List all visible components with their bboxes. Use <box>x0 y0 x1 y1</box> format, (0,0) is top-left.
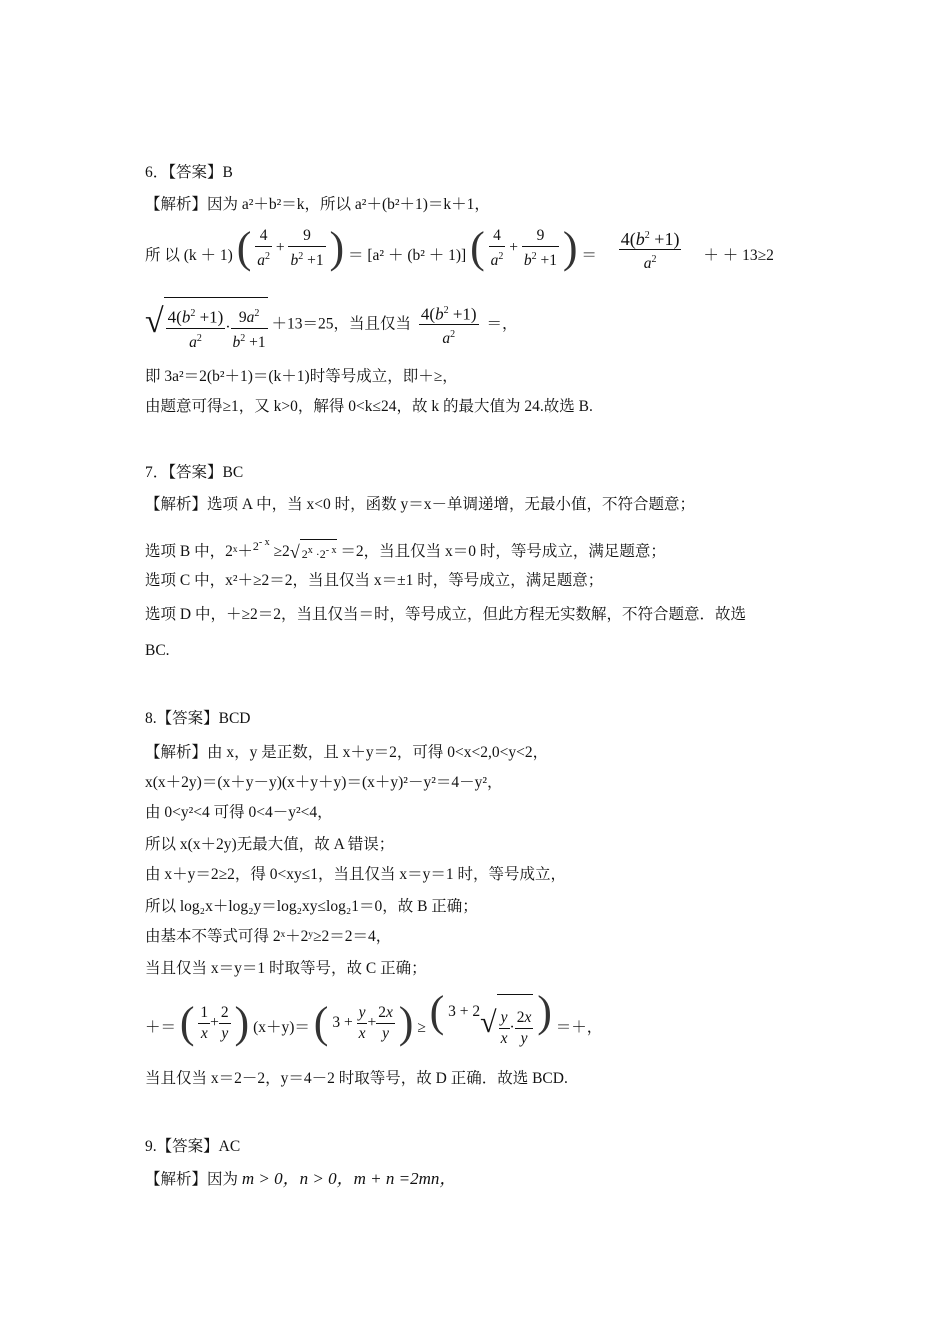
q8-line9-text-a: ＋＝ <box>145 1019 177 1036</box>
right-paren: ) <box>329 223 345 272</box>
left-paren: ( <box>179 998 195 1048</box>
q8-heading: 8.【答案】BCD <box>145 710 251 727</box>
q6-line3-text-b: ＝， <box>486 315 518 333</box>
left-paren: ( <box>429 987 445 1036</box>
q9-line1-math: m > 0，n > 0，m + n =2mn， <box>241 1169 457 1188</box>
q6-line3 <box>145 292 517 352</box>
q6-line2-text-a: 所 以 (k ＋ 1) <box>145 247 233 264</box>
q6-line2-text-c: ＝ <box>581 247 597 264</box>
q7-line3: 选项 C 中，x²＋≥2＝2，当且仅当 x＝±1 时，等号成立，满足题意； <box>145 572 604 589</box>
q7-heading: 7．【答案】BC <box>145 464 244 481</box>
q6-line3-text-a: ＋13＝25，当且仅当 <box>271 315 412 333</box>
fraction-9-over-b2: $\frac{9}{b^2 +1}$ <box>290 227 324 270</box>
q6-line4: 即 3a²＝2(b²＋1)＝(k＋1)时等号成立，即＋≥， <box>145 368 458 385</box>
sqrt-expression: √ $\frac{4(b^2 +1)}{a^2}$ · $\frac{9a^2}{b^2 +1}$ <box>145 292 268 358</box>
q7-line2-text-c: ＝2，当且仅当 x＝0 时，等号成立，满足题意； <box>340 543 666 560</box>
q8-line8: 当且仅当 x＝y＝1 时取等号，故 C 正确； <box>145 960 427 977</box>
fraction-4b2-over-a2: $\frac{4(b^2 +1)}{a^2}$ <box>419 301 479 350</box>
left-paren: ( <box>470 223 485 272</box>
fraction-4-over-a2: $\frac{4}{a^2}$ <box>257 227 270 270</box>
q7-line4: 选项 D 中，＋≥2＝2，当且仅当＝时，等号成立，但此方程无实数解，不符合题意．故选 <box>145 606 746 623</box>
sqrt-expression: √ $2^x \cdot 2^{- x}$ <box>290 539 337 565</box>
q9-line1-text-a: 【解析】因为 <box>145 1171 239 1188</box>
q8-line9-text-c: ≥ <box>417 1019 426 1036</box>
left-paren: ( <box>313 998 329 1048</box>
q6-heading: 6．【答案】B <box>145 164 233 181</box>
q6-line1: 【解析】因为 a²＋b²＝k，所以 a²＋(b²＋1)＝k＋1， <box>145 196 490 213</box>
q8-line9-text-d: ＝＋， <box>555 1019 603 1036</box>
q8-line6: 所以 log₂x＋log₂y＝log₂xy≤log₂1＝0，故 B 正确； <box>145 898 478 915</box>
q9-heading: 9.【答案】AC <box>145 1138 241 1155</box>
fraction-9-over-b2: $\frac{9}{b^2 +1}$ <box>523 227 557 270</box>
right-paren: ) <box>234 998 250 1048</box>
q8-line10: 当且仅当 x＝2－2，y＝4－2 时取等号，故 D 正确．故选 BCD. <box>145 1070 568 1087</box>
right-paren: ) <box>398 998 414 1048</box>
q8-line7: 由基本不等式可得 2ˣ＋2ʸ≥2＝2＝4， <box>145 928 392 945</box>
q7-line1: 【解析】选项 A 中，当 x<0 时，函数 y＝x－单调递增，无最小值，不符合题意； <box>145 496 695 513</box>
q6-line2-text-b: ＝ [a² ＋ (b² ＋ 1)] <box>348 247 467 264</box>
fraction-4-over-a2: $\frac{4}{a^2}$ <box>490 227 504 270</box>
q7-line2: 选项 B 中，2ˣ＋$^{2^{- x}}$ ≥2√ $2^x \cdot 2^{- x} =2$，当且仅当 x＝0 时，等号成立，满足题意； <box>145 532 666 565</box>
right-paren: ) <box>562 223 578 272</box>
fraction-4b2-over-a2: $\frac{4(b^2 +1)}{a^2}$ <box>619 226 682 274</box>
q9-line1 <box>145 1168 456 1191</box>
q8-line1: 【解析】由 x，y 是正数，且 x＋y＝2，可得 0<x<2,0<y<2， <box>145 744 549 761</box>
q8-line4: 所以 x(x＋2y)无最大值，故 A 错误； <box>145 836 395 853</box>
sqrt-expression: √ $\frac{y}{x}$ · $\frac{2x}{y}$ <box>480 990 533 1061</box>
q8-line9-text-b: (x＋y)＝ <box>253 1019 310 1036</box>
q8-line2: x(x＋2y)＝(x＋y－y)(x＋y＋y)＝(x＋y)²－y²＝4－y²， <box>145 774 503 791</box>
q6-line2: 所 以 (k ＋ 1) ( $\frac{4}{a^2}$ + $\frac{9}{b^2 +1}$ ) ＝ [a² ＋ (b² ＋ 1)] ( $\frac{4}{a^2}$ + $\frac{9}{b^2 +1}$ ) ＝ $\frac{4(b^2 +1)}{a^2}$ ＋ ＋ 13≥2 <box>145 223 774 273</box>
q7-line2-text-b: ≥2 <box>273 543 290 560</box>
q8-line9: ＋＝ ( $\frac{1}{x}$ + $\frac{2}{y}$ ) (x＋y)＝ ( 3 + $\frac{y}{x}$ + $\frac{2x}{y}$ ) ≥ ( 3 + 2√ $\frac{y}{x}$ · $\frac{2x}{y}$ ) ＝＋， <box>145 990 602 1056</box>
q7-line5: BC. <box>145 642 170 659</box>
q8-line5: 由 x＋y＝2≥2，得 0<xy≤1，当且仅当 x＝y＝1 时，等号成立， <box>145 866 567 883</box>
q7-line2-text-a: 选项 B 中，2ˣ＋ <box>145 543 253 560</box>
left-paren: ( <box>236 223 252 272</box>
right-paren: ) <box>537 987 552 1036</box>
q8-line3: 由 0<y²<4 可得 0<4－y²<4， <box>145 804 333 821</box>
q6-line5: 由题意可得≥1，又 k>0，解得 0<k≤24，故 k 的最大值为 24.故选 B. <box>145 398 593 415</box>
q6-line2-text-d: ＋ ＋ 13≥2 <box>703 247 774 264</box>
